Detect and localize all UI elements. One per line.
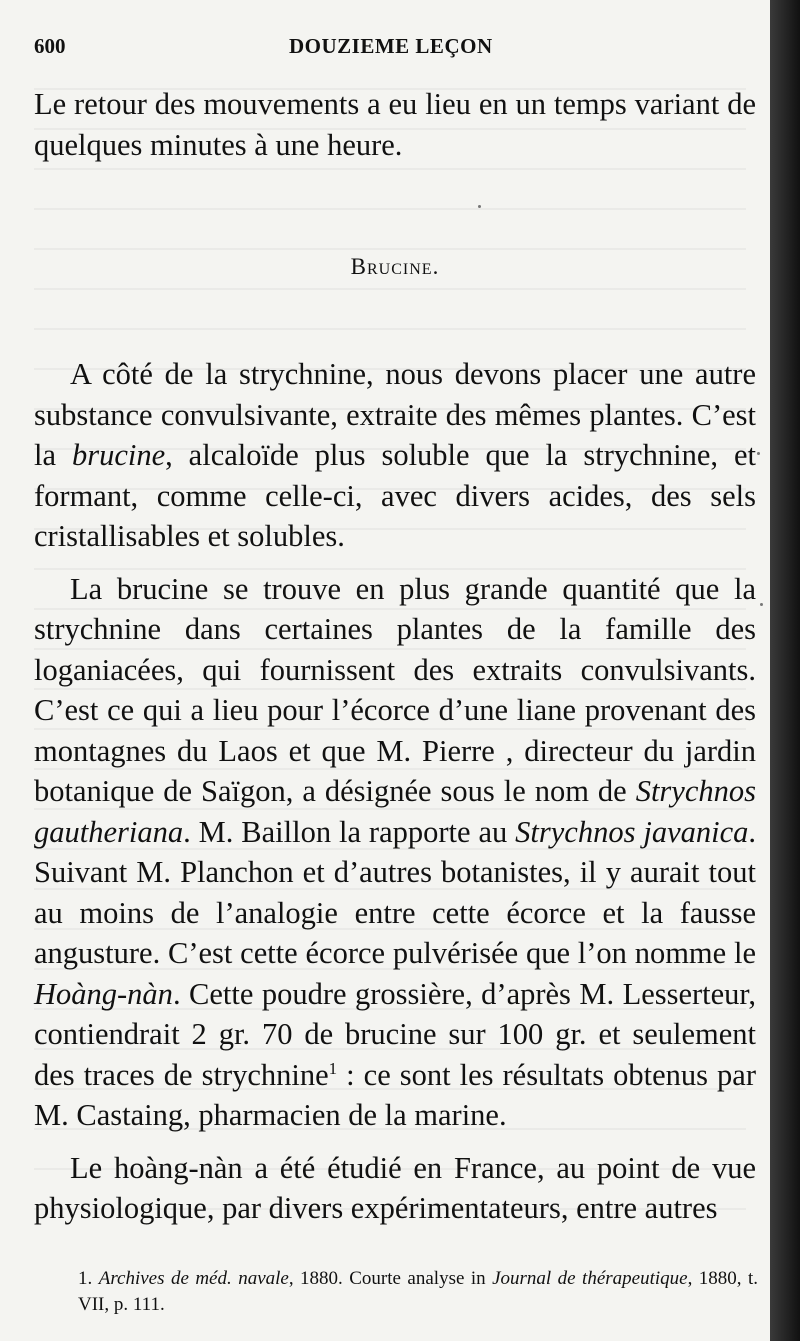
section-title: Brucine. — [350, 254, 440, 279]
print-speck — [757, 452, 760, 455]
paragraph-continuation: Le retour des mouvements a eu lieu en un temps variant de quelques minutes à une heure. — [34, 87, 756, 162]
footnote-marker: 1 — [328, 1058, 338, 1078]
body-text — [34, 84, 756, 1229]
paragraph-brucine-intro: A côté de la strychnine, nous devons placer une autre substance convulsivante, extraite des mêmes plantes. C’est la brucine, alcaloïde plus soluble que la strychnine, et formant, comme celle-ci, avec divers acides, des sels cristallisables et solubles. — [34, 357, 756, 553]
running-title: DOUZIEME LEÇON — [289, 34, 493, 58]
paragraph-brucine-sources: La brucine se trouve en plus grande quantité que la strychnine dans certaines plantes de la famille des loganiacées, qui fournissent des extraits convulsivants. C’est ce qui a lieu pour l’écorce d’une liane provenant des montagnes du Laos et que M. Pierre , directeur du jardin botanique de Saïgon, a désignée sous le nom de Strychnos gautheriana. M. Baillon la rapporte au Strychnos javanica. Suivant M. Planchon et d’autres botanistes, il y aurait tout au moins de l’analogie entre cette écorce et la fausse angusture. C’est cette écorce pulvérisée que l’on nomme le Hoàng-nàn. Cette poudre grossière, d’après M. Lesserteur, contiendrait 2 gr. 70 de brucine sur 100 gr. et seulement des traces de strychnine$^1$ : ce sont les résultats obtenus par M. Castaing, pharmacien de la marine. — [34, 571, 756, 1132]
term-hoang-nan: Hoàng-nàn — [34, 976, 173, 1011]
print-speck — [478, 205, 481, 208]
footnote-number: 1. — [78, 1268, 93, 1289]
term-strychnos-javanica: Strychnos javanica — [515, 814, 749, 849]
page-header — [34, 34, 754, 64]
page-edge-shadow — [770, 0, 800, 1341]
paragraph-hoang-nan-study: Le hoàng-nàn a été étudié en France, au point de vue physiologique, par divers expérimentateurs, entre autres — [34, 1150, 756, 1225]
term-brucine: brucine — [71, 438, 166, 472]
footnote: 1. Archives de méd. navale, 1880. Courte analyse in Journal de thérapeutique, 1880, t. VII, p. 111. — [78, 1268, 759, 1315]
footnote-source-2: Journal de thérapeutique — [492, 1268, 688, 1289]
footnote-source-1: Archives de méd. navale — [98, 1268, 289, 1289]
print-speck — [760, 603, 763, 606]
term-strychnos-gautheriana: Strychnos gautheriana — [34, 774, 756, 849]
page-number: 600 — [34, 34, 66, 58]
